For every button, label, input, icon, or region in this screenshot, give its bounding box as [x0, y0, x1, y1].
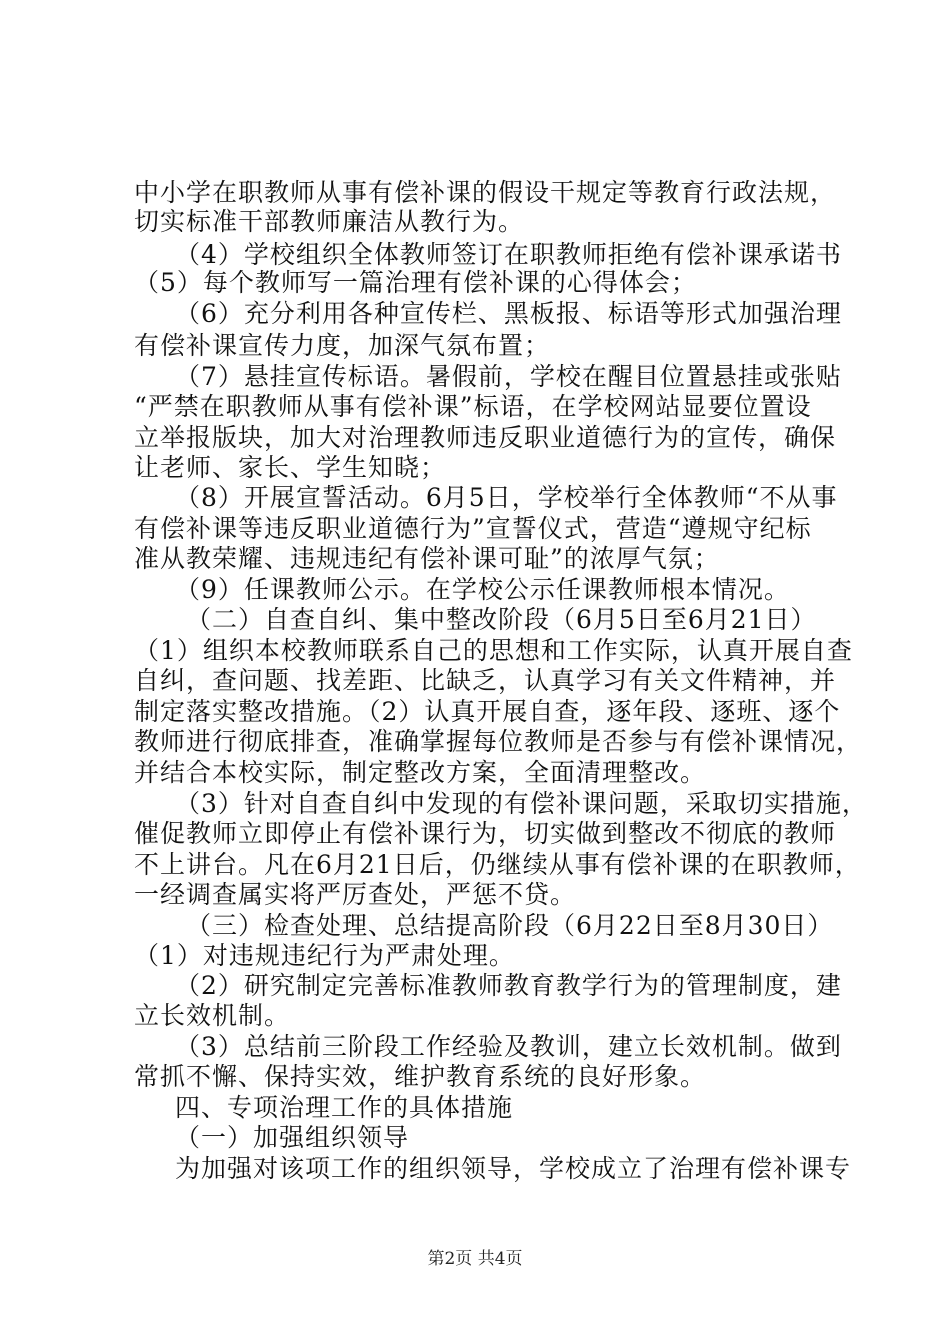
text-line-16: （1）组织本校教师联系自己的思想和工作实际，认真开展自查 — [134, 636, 853, 665]
text-line-5: （6）充分利用各种宣传栏、黑板报、标语等形式加强治理 — [175, 299, 842, 328]
text-line-11: （8）开展宣誓活动。6月5日，学校举行全体教师“不从事 — [175, 483, 838, 512]
text-line-22: 催促教师立即停止有偿补课行为，切实做到整改不彻底的教师 — [134, 819, 837, 848]
text-line-1: 中小学在职教师从事有偿补课的假设干规定等教育行政法规， — [134, 178, 837, 207]
text-line-21: （3）针对自查自纠中发现的有偿补课问题，采取切实措施， — [175, 789, 868, 818]
text-line-25: （三）检查处理、总结提高阶段（6月22日至8月30日） — [186, 911, 834, 940]
text-line-28: 立长效机制。 — [134, 1001, 291, 1030]
text-line-4: （5）每个教师写一篇治理有偿补课的心得体会； — [134, 268, 697, 297]
text-line-9: 立举报版块，加大对治理教师违反职业道德行为的宣传，确保 — [134, 423, 837, 452]
page-number-footer: 第2页 共4页 — [427, 1249, 523, 1269]
text-line-8: “严禁在职教师从事有偿补课”标语，在学校网站显要位置设 — [134, 392, 812, 421]
text-line-26: （1）对违规违纪行为严肃处理。 — [134, 941, 515, 970]
text-line-7: （7）悬挂宣传标语。暑假前，学校在醒目位置悬挂或张贴 — [175, 362, 842, 391]
text-line-14: （9）任课教师公示。在学校公示任课教师根本情况。 — [175, 575, 790, 604]
text-line-12: 有偿补课等违反职业道德行为”宣誓仪式，营造“遵规守纪标 — [134, 514, 812, 543]
text-line-33: 为加强对该项工作的组织领导，学校成立了治理有偿补课专 — [175, 1154, 852, 1183]
text-line-19: 教师进行彻底排查，准确掌握每位教师是否参与有偿补课情况， — [134, 727, 863, 756]
text-line-24: 一经调查属实将严厉查处，严惩不贷。 — [134, 880, 577, 909]
text-line-18: 制定落实整改措施。（2）认真开展自查，逐年段、逐班、逐个 — [134, 697, 841, 726]
text-line-13: 准从教荣耀、违规违纪有偿补课可耻”的浓厚气氛； — [134, 544, 720, 573]
text-line-6: 有偿补课宣传力度，加深气氛布置； — [134, 331, 551, 360]
text-line-3: （4）学校组织全体教师签订在职教师拒绝有偿补课承诺书 — [175, 240, 842, 269]
text-line-2: 切实标准干部教师廉洁从教行为。 — [134, 207, 525, 236]
text-line-23: 不上讲台。凡在6月21日后，仍继续从事有偿补课的在职教师， — [134, 850, 861, 879]
text-line-10: 让老师、家长、学生知晓； — [134, 453, 447, 482]
text-line-15: （二）自查自纠、集中整改阶段（6月5日至6月21日） — [186, 605, 817, 634]
text-line-29: （3）总结前三阶段工作经验及教训，建立长效机制。做到 — [175, 1032, 842, 1061]
subsection-heading: （一）加强组织领导 — [175, 1123, 410, 1152]
text-line-17: 自纠，查问题、找差距、比缺乏，认真学习有关文件精神，并 — [134, 666, 837, 695]
text-line-30: 常抓不懈、保持实效，维护教育系统的良好形象。 — [134, 1062, 707, 1091]
section-heading: 四、专项治理工作的具体措施 — [175, 1093, 514, 1122]
text-line-27: （2）研究制定完善标准教师教育教学行为的管理制度，建 — [175, 971, 842, 1000]
text-line-20: 并结合本校实际，制定整改方案，全面清理整改。 — [134, 758, 707, 787]
